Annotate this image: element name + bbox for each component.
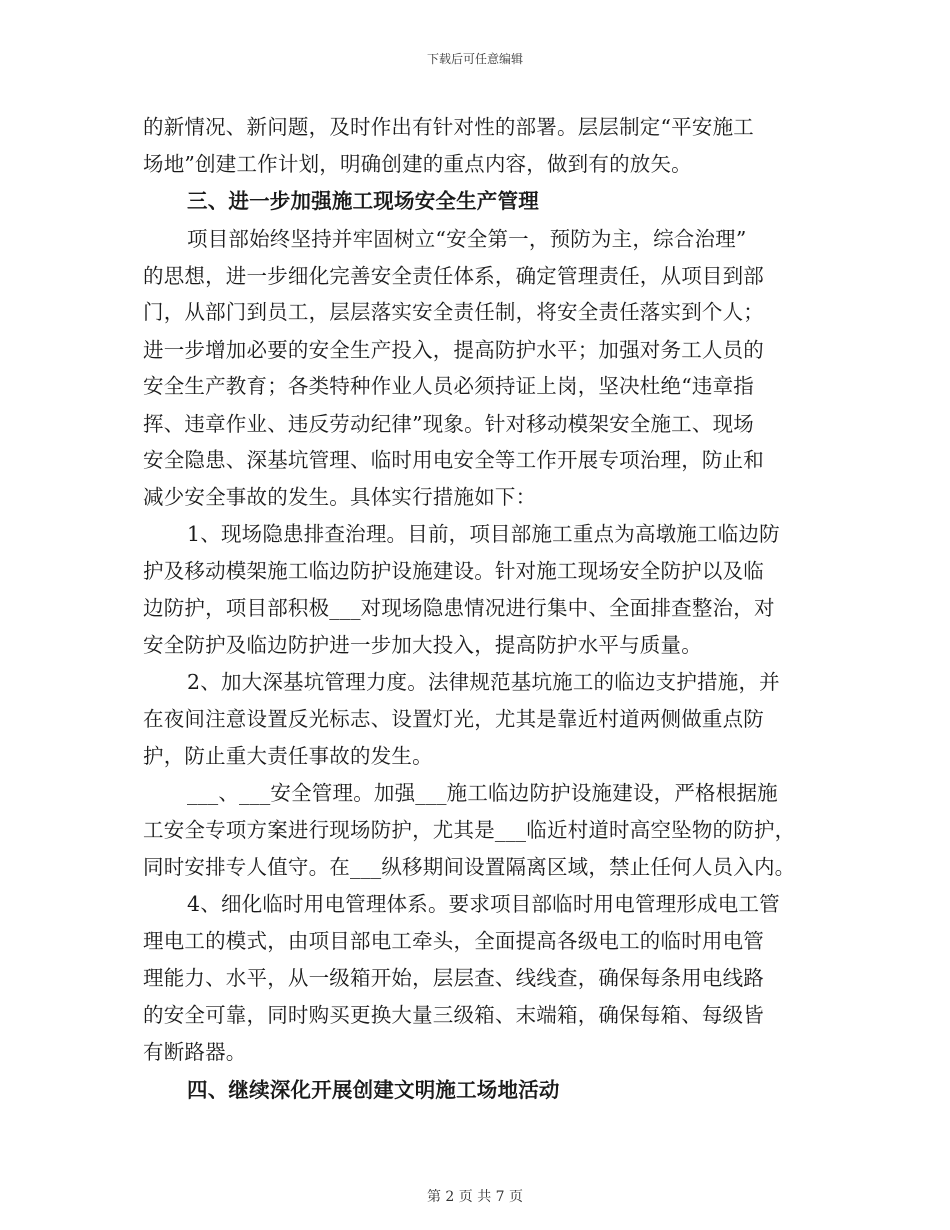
body-line: 安全隐患、深基坑管理、临时用电安全等工作开展专项治理，防止和 bbox=[143, 448, 764, 472]
body-line: 的思想，进一步细化完善安全责任体系，确定管理责任，从项目到部 bbox=[143, 264, 764, 288]
paragraph-start: 项目部始终坚持并牢固树立“安全第一，预防为主，综合治理” bbox=[187, 227, 747, 251]
body-line: 门，从部门到员工，层层落实安全责任制，将安全责任落实到个人； bbox=[143, 300, 764, 324]
body-line: 减少安全事故的发生。具体实行措施如下： bbox=[143, 485, 537, 509]
section-heading: 三、进一步加强施工现场安全生产管理 bbox=[187, 189, 539, 213]
body-line: 边防护，项目部积极___对现场隐患情况进行集中、全面排查整治，对 bbox=[143, 596, 775, 620]
body-line: 的新情况、新问题，及时作出有针对性的部署。层层制定“平安施工 bbox=[143, 115, 754, 139]
paragraph-start: ___、___安全管理。加强___施工临边防护设施建设，严格根据施 bbox=[187, 781, 778, 805]
body-line: 同时安排专人值守。在___纵移期间设置隔离区域，禁止任何人员入内。 bbox=[143, 855, 796, 879]
page-header: 下载后可任意编辑 bbox=[426, 52, 523, 66]
body-line: 有断路器。 bbox=[143, 1040, 247, 1064]
paragraph-start: 1、现场隐患排查治理。目前，项目部施工重点为高墩施工临边防 bbox=[187, 522, 780, 546]
body-line: 挥、违章作业、违反劳动纪律”现象。针对移动模架安全施工、现场 bbox=[143, 412, 754, 436]
body-line: 理能力、水平，从一级箱开始，层层查、线线查，确保每条用电线路 bbox=[143, 966, 764, 990]
body-line: 安全防护及临边防护进一步加大投入，提高防护水平与质量。 bbox=[143, 633, 702, 657]
body-line: 在夜间注意设置反光标志、设置灯光，尤其是靠近村道两侧做重点防 bbox=[143, 707, 764, 731]
section-heading: 四、继续深化开展创建文明施工场地活动 bbox=[187, 1078, 560, 1102]
body-line: 护及移动模架施工临边防护设施建设。针对施工现场安全防护以及临 bbox=[143, 559, 764, 583]
body-line: 工安全专项方案进行现场防护，尤其是___临近村道时高空坠物的防护， bbox=[143, 818, 796, 842]
body-line: 的安全可靠，同时购买更换大量三级箱、末端箱，确保每箱、每级皆 bbox=[143, 1003, 764, 1027]
body-line: 理电工的模式，由项目部电工牵头，全面提高各级电工的临时用电管 bbox=[143, 929, 764, 953]
body-line: 护，防止重大责任事故的发生。 bbox=[143, 744, 433, 768]
body-line: 场地”创建工作计划，明确创建的重点内容，做到有的放矢。 bbox=[143, 152, 692, 176]
body-line: 安全生产教育；各类特种作业人员必须持证上岗，坚决杜绝“违章指 bbox=[143, 374, 754, 398]
paragraph-start: 4、细化临时用电管理体系。要求项目部临时用电管理形成电工管 bbox=[187, 892, 780, 916]
page-number-footer: 第 2 页 共 7 页 bbox=[426, 1189, 524, 1205]
body-line: 进一步增加必要的安全生产投入，提高防护水平；加强对务工人员的 bbox=[143, 338, 764, 362]
paragraph-start: 2、加大深基坑管理力度。法律规范基坑施工的临边支护措施，并 bbox=[187, 670, 780, 694]
